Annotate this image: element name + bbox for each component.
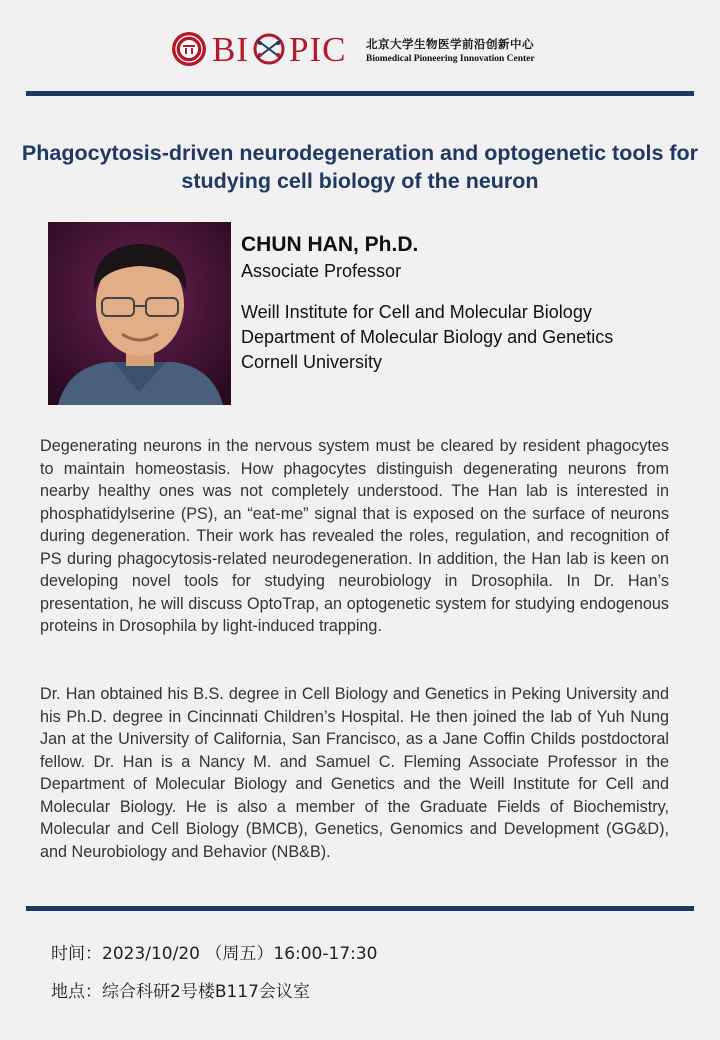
peking-university-seal-icon: [171, 31, 207, 67]
abstract-paragraph: Degenerating neurons in the nervous system must be cleared by resident phagocytes to maintain homeostasis. How phagocytes distinguish degenerating neurons from nearby healthy ones was not completely understood. The Han lab is interested in phosphatidylserine (PS), an “eat-me” signal that is exposed on the surface of neurons during degeneration. Their work has revealed the roles, regulation, and recognition of PS during phagocytosis-related neurodegeneration. In addition, the Han lab is keen on developing novel tools for studying neurobiology in Drosophila. In Dr. Han’s presentation, he will discuss OptoTrap, an optogenetic system for studying endogenous proteins in Drosophila by light-induced trapping.: [40, 437, 669, 635]
event-time: [51, 939, 378, 964]
event-time-label: 时间：: [51, 944, 102, 964]
event-time-value: 2023/10/20 （周五）16:00-17:30: [102, 944, 378, 964]
bottom-divider: [26, 906, 694, 911]
speaker-affiliation-university: Cornell University: [241, 352, 383, 372]
talk-title: Phagocytosis-driven neurodegeneration and optogenetic tools for studying cell biology of the neuron: [21, 141, 699, 193]
speaker-affiliation-institute: Weill Institute for Cell and Molecular Biology: [241, 302, 592, 322]
speaker-name: CHUN HAN, Ph.D.: [241, 233, 419, 256]
biography-paragraph: Dr. Han obtained his B.S. degree in Cell Biology and Genetics in Peking University and his Ph.D. degree in Cincinnati Children’s Hospital. He then joined the lab of Yuh Nung Jan at the University of California, San Francisco, as a Jane Coffin Childs postdoctoral fellow. Dr. Han is a Nancy M. and Samuel C. Fleming Associate Professor in the Department of Molecular Biology and Genetics and the Weill Institute for Cell and Molecular Biology. He is also a member of the Graduate Fields of Biochemistry, Molecular and Cell Biology (BMCB), Genetics, Genomics and Development (GG&D), and Neurobiology and Behavior (NB&B).: [40, 685, 669, 861]
event-location-label: 地点：: [51, 982, 102, 1002]
event-location-value: 综合科研2号楼B117会议室: [102, 982, 310, 1002]
speaker-info: [241, 231, 613, 375]
speaker-photo: [48, 222, 231, 405]
speaker-affiliation-department: Department of Molecular Biology and Genetics: [241, 327, 614, 347]
dna-helix-icon: [249, 32, 289, 66]
header: [0, 28, 720, 78]
center-name-cn: 北京大学生物医学前沿创新中心: [366, 37, 534, 51]
biopic-logo: BI PIC: [212, 30, 347, 69]
event-location: [51, 977, 310, 1002]
top-divider: [26, 91, 694, 96]
center-name-en: Biomedical Pioneering Innovation Center: [366, 54, 535, 64]
speaker-position: Associate Professor: [241, 261, 402, 281]
